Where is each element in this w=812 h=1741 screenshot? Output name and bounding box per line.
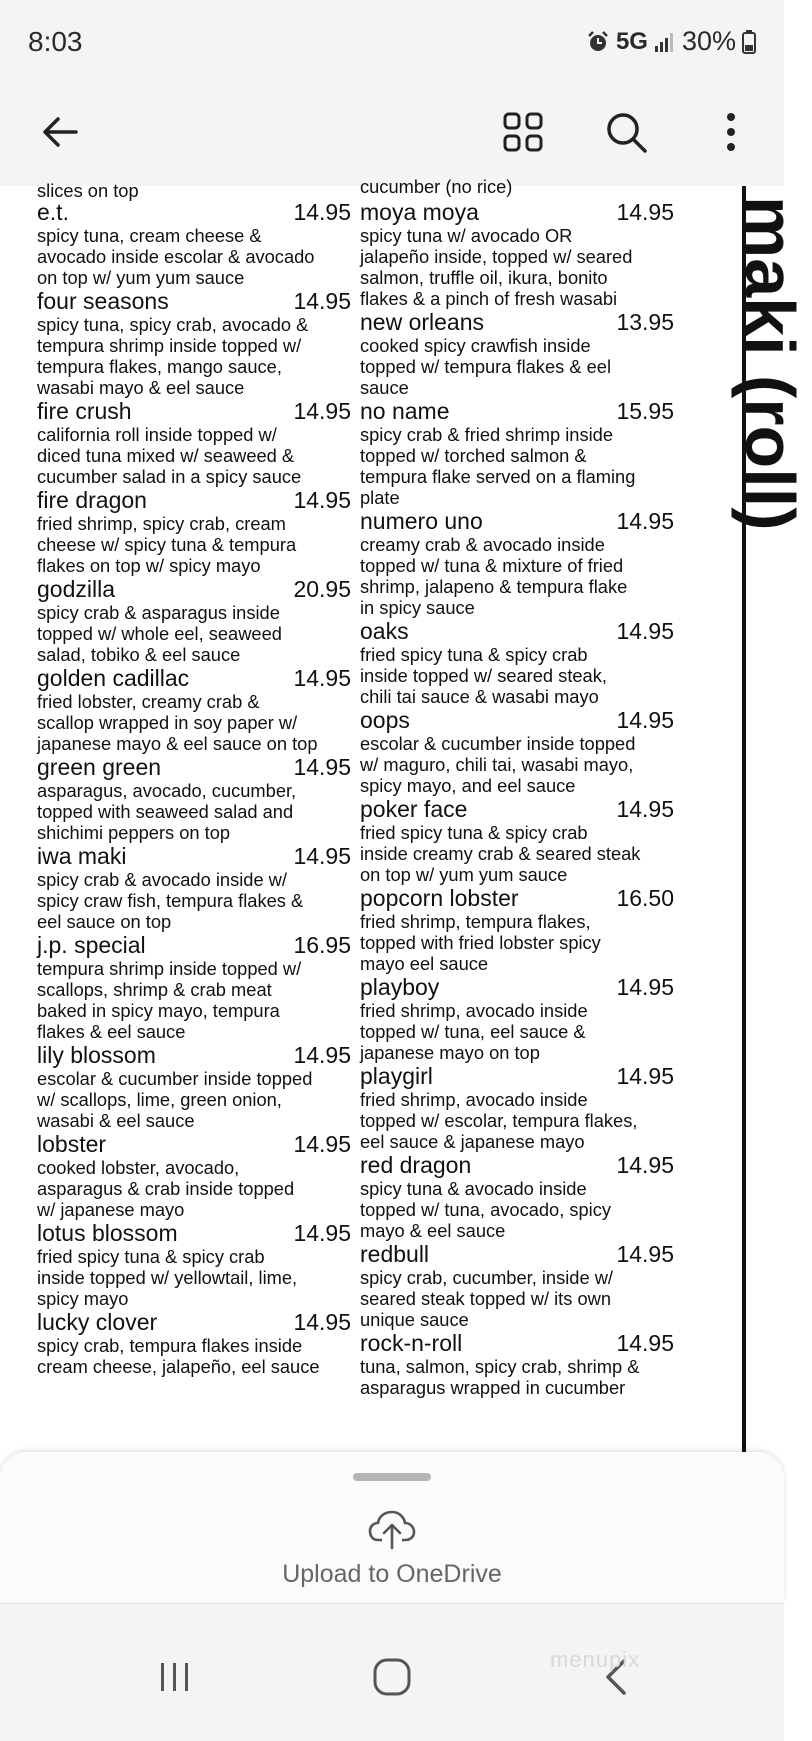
menu-item-price: 14.95 [616, 199, 674, 225]
menu-item-price: 14.95 [293, 1220, 351, 1246]
menu-item [37, 199, 351, 288]
menu-item [37, 576, 351, 665]
menu-item-description: escolar & cucumber inside topped w/ maguro, chili tai, wasabi mayo, spicy mayo, and eel sauce [360, 733, 636, 796]
menu-item-header [37, 932, 351, 958]
menu-item [37, 288, 351, 398]
menu-item [37, 398, 351, 487]
menu-item-price: 14.95 [293, 398, 351, 424]
menu-item [360, 1063, 674, 1152]
menu-item [360, 199, 674, 309]
menu-item-price: 14.95 [616, 796, 674, 822]
menu-item-description: fried lobster, creamy crab & scallop wrapped in soy paper w/ japanese mayo & eel sauce on top [37, 691, 318, 754]
menu-item-header [37, 1042, 351, 1068]
menu-column-left [37, 180, 351, 1377]
menu-item-price: 14.95 [293, 754, 351, 780]
menu-item-header [360, 309, 674, 335]
menu-item-description: fried spicy tuna & spicy crab inside topped w/ yellowtail, lime, spicy mayo [37, 1246, 298, 1309]
menu-item-price: 14.95 [616, 618, 674, 644]
menu-item [360, 885, 674, 974]
menu-item-header [37, 754, 351, 780]
menu-item-price: 20.95 [293, 576, 351, 602]
menu-item-description: fried shrimp, spicy crab, cream cheese w/ spicy tuna & tempura flakes on top w/ spicy mayo [37, 513, 297, 576]
menu-item-price: 14.95 [293, 665, 351, 691]
menu-item-name: lucky clover [37, 1309, 158, 1335]
search-icon[interactable] [596, 102, 656, 162]
menu-item [360, 1152, 674, 1241]
menu-item-name: playboy [360, 974, 440, 1000]
menu-item-price: 14.95 [616, 1152, 674, 1178]
menu-item-price: 14.95 [293, 199, 351, 225]
menu-item-header [360, 1241, 674, 1267]
menu-item-name: redbull [360, 1241, 430, 1267]
menu-item-header [37, 1220, 351, 1246]
menu-item [360, 618, 674, 707]
menu-item [360, 707, 674, 796]
menu-item-header [360, 1063, 674, 1089]
menu-item-name: e.t. [37, 199, 69, 225]
home-icon[interactable] [367, 1654, 417, 1700]
menu-item-header [37, 576, 351, 602]
menu-item-name: no name [360, 398, 450, 424]
cut-off-text: cucumber (no rice) [360, 176, 513, 197]
menu-item-header [37, 1131, 351, 1157]
menu-item-header [360, 796, 674, 822]
menu-item [37, 843, 351, 932]
menu-item-name: oaks [360, 618, 409, 644]
menu-item-description: spicy tuna, spicy crab, avocado & tempura shrimp inside topped w/ tempura flakes, mango sauce, wasabi mayo & eel sauce [37, 314, 309, 398]
menu-item-price: 14.95 [616, 1063, 674, 1089]
bottom-sheet [0, 1452, 784, 1603]
menu-item-header [360, 974, 674, 1000]
menu-item-price: 14.95 [616, 1330, 674, 1356]
menu-item-header [37, 665, 351, 691]
menu-item-name: godzilla [37, 576, 115, 602]
menu-item-name: green green [37, 754, 162, 780]
sheet-handle[interactable] [353, 1473, 431, 1481]
menu-item-price: 14.95 [293, 843, 351, 869]
signal-icon [654, 31, 676, 53]
navigation-bar [0, 1603, 784, 1741]
menu-item-description: spicy crab & asparagus inside topped w/ whole eel, seaweed salad, tobiko & eel sauce [37, 602, 282, 665]
menu-item-name: red dragon [360, 1152, 472, 1178]
menu-item-description: cooked lobster, avocado, asparagus & crab inside topped w/ japanese mayo [37, 1157, 295, 1220]
menu-item-header [37, 487, 351, 513]
menu-item [360, 309, 674, 398]
menu-item-price: 14.95 [293, 288, 351, 314]
menu-item-header [37, 1309, 351, 1335]
more-options-icon[interactable] [701, 102, 761, 162]
menu-item-description: fried shrimp, avocado inside topped w/ tuna, eel sauce & japanese mayo on top [360, 1000, 588, 1063]
battery-percent: 30% [681, 26, 736, 56]
menu-item-price: 14.95 [616, 508, 674, 534]
network-type: 5G [615, 27, 648, 55]
menu-item [37, 1042, 351, 1131]
menu-item-price: 14.95 [293, 1042, 351, 1068]
menu-item-price: 15.95 [616, 398, 674, 424]
menu-item [37, 665, 351, 754]
menu-item-price: 14.95 [616, 1241, 674, 1267]
menu-item-name: j.p. special [37, 932, 146, 958]
menu-item-name: fire dragon [37, 487, 147, 513]
menu-item-header [37, 288, 351, 314]
section-title: maki (roll) [731, 196, 809, 531]
menu-item-header [360, 618, 674, 644]
menu-item-description: tuna, salmon, spicy crab, shrimp & asparagus wrapped in cucumber [360, 1356, 640, 1398]
menu-item-description: tempura shrimp inside topped w/ scallops, shrimp & crab meat baked in spicy mayo, tempura flakes & eel sauce [37, 958, 302, 1042]
menu-item [360, 398, 674, 508]
menu-item-header [37, 199, 351, 225]
cloud-upload-icon[interactable] [368, 1510, 416, 1550]
menu-item [37, 754, 351, 843]
menu-item-name: four seasons [37, 288, 169, 314]
menu-item-description: fried shrimp, tempura flakes, topped with fried lobster spicy mayo eel sauce [360, 911, 601, 974]
menu-item-name: poker face [360, 796, 468, 822]
menu-item-header [360, 508, 674, 534]
battery-icon [742, 30, 756, 54]
menu-item-header [360, 1152, 674, 1178]
menu-item-description: asparagus, avocado, cucumber, topped with seaweed salad and shichimi peppers on top [37, 780, 297, 843]
menu-item-price: 16.95 [293, 932, 351, 958]
menu-item-name: popcorn lobster [360, 885, 519, 911]
menu-item [37, 1131, 351, 1220]
menu-item-name: new orleans [360, 309, 485, 335]
menu-item-description: fried shrimp, avocado inside topped w/ escolar, tempura flakes, eel sauce & japanese mayo [360, 1089, 638, 1152]
menu-item-description: fried spicy tuna & spicy crab inside topped w/ seared steak, chili tai sauce & wasabi mayo [360, 644, 607, 707]
menu-item-header [360, 398, 674, 424]
menu-item-description: spicy tuna, cream cheese & avocado inside escolar & avocado on top w/ yum yum sauce [37, 225, 315, 288]
menu-item-name: lotus blossom [37, 1220, 178, 1246]
menu-item-price: 13.95 [616, 309, 674, 335]
menu-item-name: moya moya [360, 199, 479, 225]
menu-item [360, 1330, 674, 1398]
document-viewer[interactable] [0, 176, 809, 1458]
menu-item-header [37, 398, 351, 424]
menu-item [37, 1309, 351, 1377]
grid-view-icon[interactable] [493, 102, 553, 162]
menu-item-name: playgirl [360, 1063, 433, 1089]
menu-item-price: 16.50 [616, 885, 674, 911]
app-bar [0, 80, 784, 186]
menu-item-price: 14.95 [293, 1309, 351, 1335]
upload-to-onedrive-button[interactable]: Upload to OneDrive [282, 1560, 502, 1588]
recent-apps-icon[interactable] [150, 1654, 200, 1700]
menu-column-right [360, 176, 674, 1398]
menu-item-name: numero uno [360, 508, 483, 534]
menu-item-price: 14.95 [616, 974, 674, 1000]
menu-item-header [360, 199, 674, 225]
status-icons [586, 26, 756, 57]
alarm-icon [586, 30, 610, 54]
status-time: 8:03 [28, 26, 83, 57]
menu-item-name: iwa maki [37, 843, 127, 869]
menu-item [360, 974, 674, 1063]
menu-item-price: 14.95 [293, 487, 351, 513]
menu-item-description: spicy crab & fried shrimp inside topped w/ torched salmon & tempura flake served on a flaming plate [360, 424, 636, 508]
cut-off-text: slices on top [37, 180, 139, 201]
back-arrow-icon[interactable] [30, 102, 90, 162]
menu-item-price: 14.95 [616, 707, 674, 733]
menu-item-header [360, 885, 674, 911]
menu-item-description: california roll inside topped w/ diced tuna mixed w/ seaweed & cucumber salad in a spicy sauce [37, 424, 302, 487]
status-bar [0, 0, 784, 80]
menu-item-description: escolar & cucumber inside topped w/ scallops, lime, green onion, wasabi & eel sauce [37, 1068, 313, 1131]
menu-item [360, 796, 674, 885]
menu-item-header [360, 707, 674, 733]
menu-item-price: 14.95 [293, 1131, 351, 1157]
menu-item-name: golden cadillac [37, 665, 190, 691]
menu-item [37, 932, 351, 1042]
menu-item-name: rock-n-roll [360, 1330, 463, 1356]
menu-item-name: lobster [37, 1131, 107, 1157]
menu-item-description: cooked spicy crawfish inside topped w/ tempura flakes & eel sauce [360, 335, 612, 398]
menu-item [37, 487, 351, 576]
menu-item-description: fried spicy tuna & spicy crab inside creamy crab & seared steak on top w/ yum yum sauce [360, 822, 641, 885]
menu-item-description: spicy crab & avocado inside w/ spicy craw fish, tempura flakes & eel sauce on top [37, 869, 304, 932]
menu-item-description: spicy tuna & avocado inside topped w/ tuna, avocado, spicy mayo & eel sauce [360, 1178, 612, 1241]
menu-item-name: oops [360, 707, 410, 733]
menu-item-name: fire crush [37, 398, 132, 424]
menu-item [360, 508, 674, 618]
menu-item-description: spicy tuna w/ avocado OR jalapeño inside, topped w/ seared salmon, truffle oil, ikura, bonito flakes & a pinch of fresh wasabi [360, 225, 633, 309]
menu-item-description: spicy crab, cucumber, inside w/ seared steak topped w/ its own unique sauce [360, 1267, 613, 1330]
menu-item-description: creamy crab & avocado inside topped w/ tuna & mixture of fried shrimp, jalapeno & tempura flake in spicy sauce [360, 534, 628, 618]
menu-item [360, 1241, 674, 1330]
menu-item [37, 1220, 351, 1309]
menu-item-header [37, 843, 351, 869]
menu-item-name: lily blossom [37, 1042, 156, 1068]
watermark: menupix [550, 1647, 641, 1672]
menu-item-description: spicy crab, tempura flakes inside cream cheese, jalapeño, eel sauce [37, 1335, 320, 1377]
menu-item-header [360, 1330, 674, 1356]
